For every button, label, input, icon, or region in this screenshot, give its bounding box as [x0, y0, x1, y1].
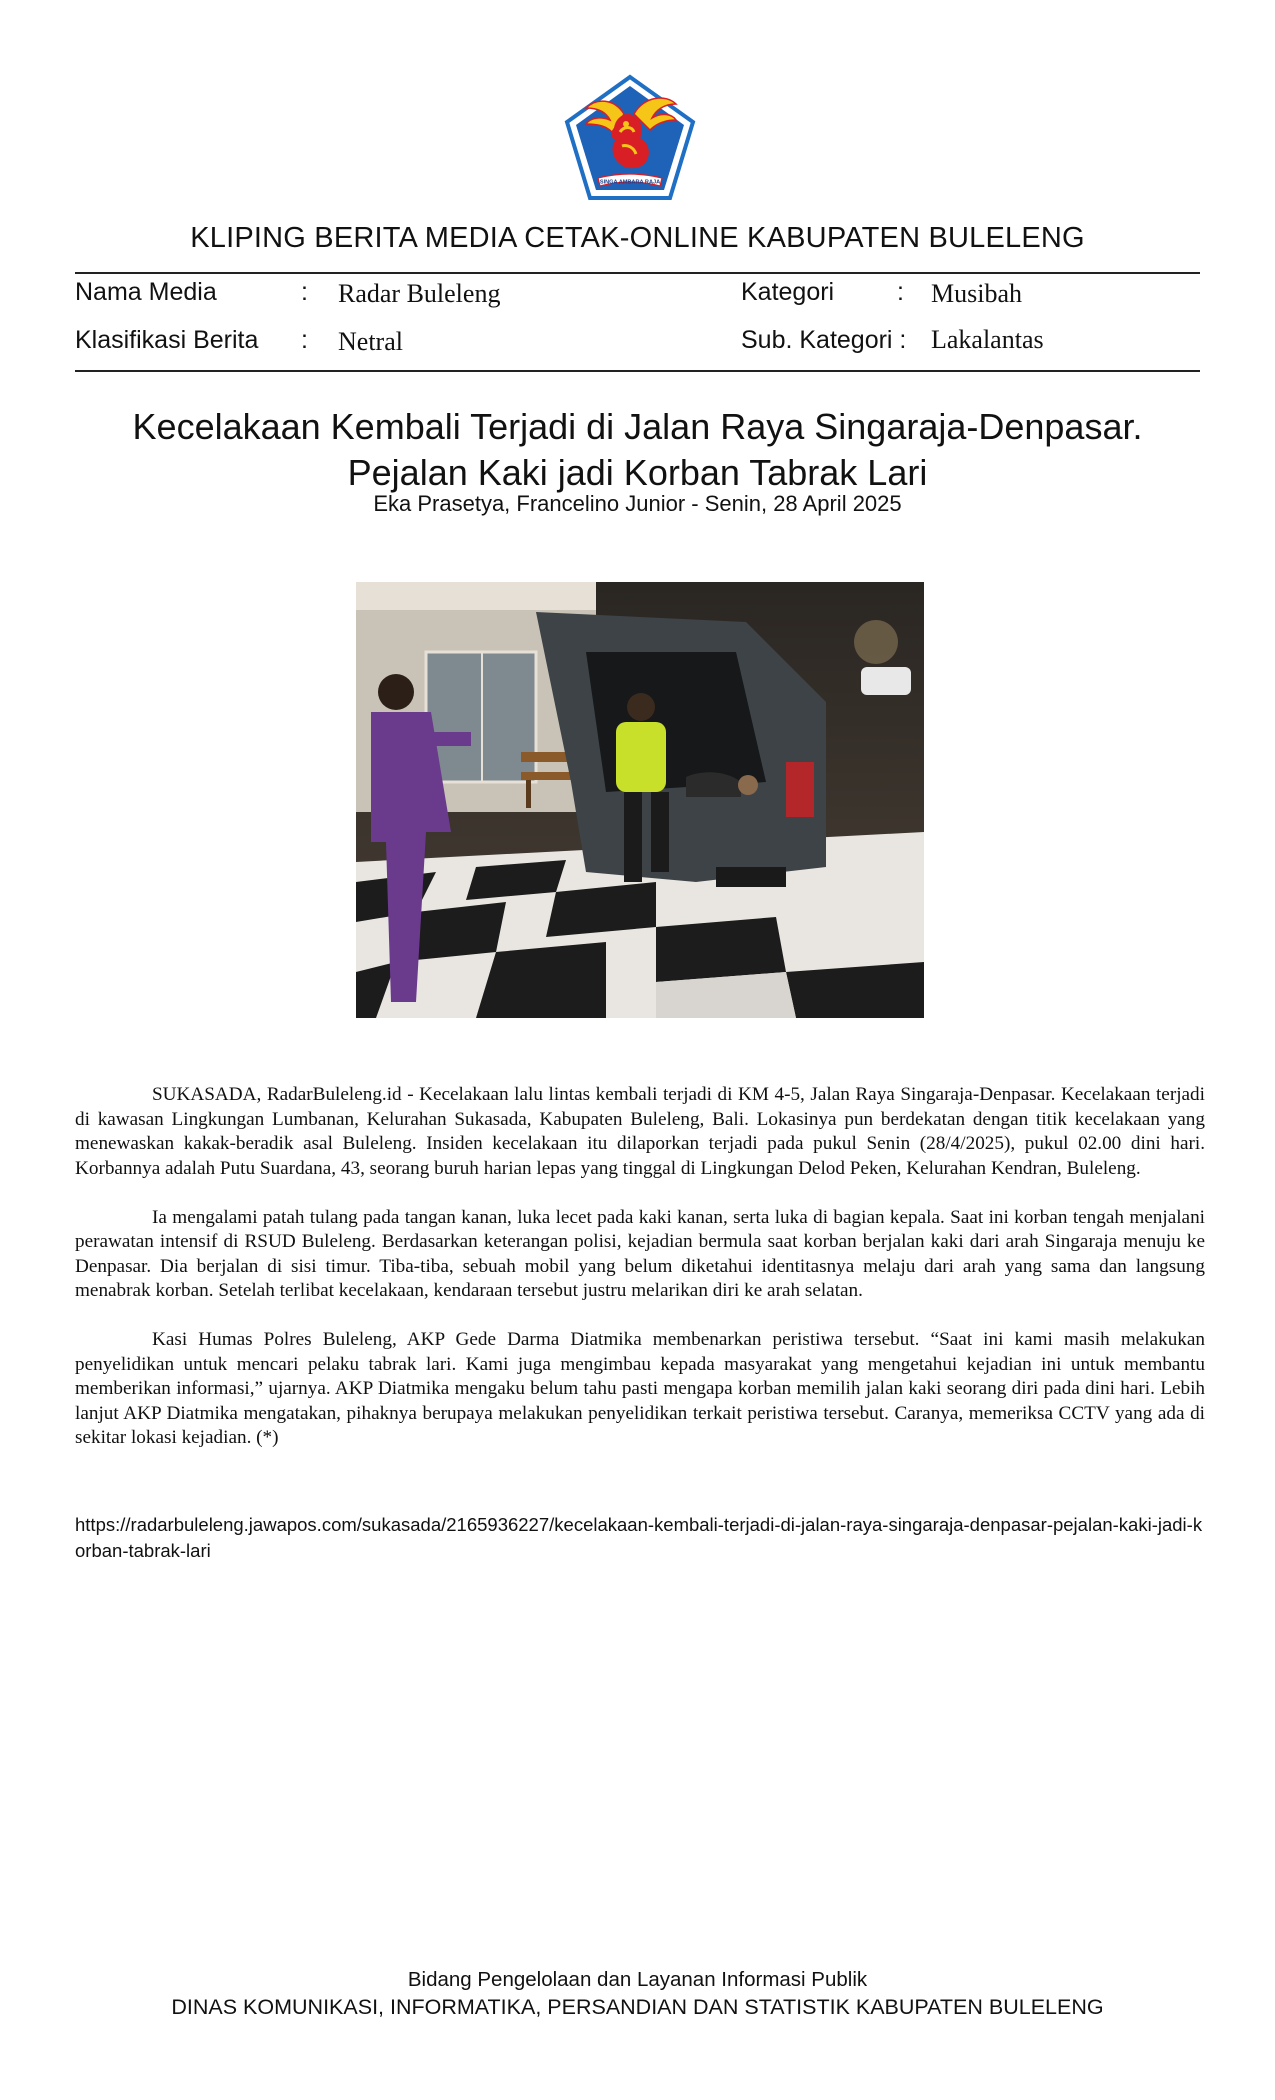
klasifikasi-value: Netral	[338, 327, 403, 356]
klasifikasi-label: Klasifikasi Berita	[75, 326, 259, 354]
sub-kategori-value: Lakalantas	[931, 325, 1044, 354]
header-divider-top	[75, 272, 1200, 274]
kategori-label: Kategori	[741, 278, 835, 306]
article-byline: Eka Prasetya, Francelino Junior - Senin, 28 April 2025	[373, 491, 902, 516]
klasifikasi-colon: :	[301, 326, 308, 354]
footer-department: Bidang Pengelolaan dan Layanan Informasi Publik	[407, 1968, 868, 1991]
footer-agency: DINAS KOMUNIKASI, INFORMATIKA, PERSANDIAN DAN STATISTIK KABUPATEN BULELENG	[171, 1995, 1104, 2019]
article-paragraph-2: Ia mengalami patah tulang pada tangan kanan, luka lecet pada kaki kanan, serta luka di bagian kepala. Saat ini korban tengah menjalani perawatan intensif di RSUD Buleleng. Berdasarkan keterangan polisi, kejadian bermula saat korban berjalan kaki dari arah Singaraja menuju ke Denpasar. Dia berjalan di sisi timur. Tiba-tiba, sebuah mobil yang belum diketahui identitasnya melaju dari arah yang sama dan langsung menabrak korban. Setelah terlibat kecelakaan, kendaraan tersebut justru melarikan diri ke arah selatan.	[75, 1206, 1205, 1301]
crest-motto-text: SINGA AMBARA RAJA	[599, 179, 661, 186]
nama-media-label: Nama Media	[75, 278, 217, 306]
page-header-title: KLIPING BERITA MEDIA CETAK-ONLINE KABUPATEN BULELENG	[190, 222, 1085, 254]
article-headline	[75, 404, 1200, 496]
article-photo	[356, 582, 924, 1018]
sub-kategori-label: Sub. Kategori :	[741, 326, 907, 354]
nama-media-value: Radar Buleleng	[338, 279, 501, 308]
buleleng-crest-logo	[564, 74, 696, 202]
header-divider-bottom	[75, 370, 1200, 372]
article-paragraph-3: Kasi Humas Polres Buleleng, AKP Gede Darma Diatmika membenarkan peristiwa tersebut. “Saat ini kami masih melakukan penyelidikan untuk mencari pelaku tabrak lari. Kami juga mengimbau kepada masyarakat yang mengetahui kejadian ini untuk membantu memberikan informasi,” ujarnya. AKP Diatmika mengaku belum tahu pasti mengapa korban memilih jalan kaki seorang diri pada dini hari. Lebih lanjut AKP Diatmika mengatakan, pihaknya berupaya melakukan penyelidikan terkait peristiwa tersebut. Caranya, memeriksa CCTV yang ada di sekitar lokasi kejadian. (*)	[75, 1329, 1205, 1448]
article-headline-line2: Pejalan Kaki jadi Korban Tabrak Lari	[347, 452, 928, 493]
article-source-link[interactable]: https://radarbuleleng.jawapos.com/sukasada/2165936227/kecelakaan-kembali-terjadi-di-jalan-raya-singaraja-denpasar-pejalan-kaki-jadi-korban-tabrak-lari	[75, 1514, 1203, 1561]
article-body	[75, 1083, 1205, 1475]
article-paragraph-1: SUKASADA, RadarBuleleng.id - Kecelakaan lalu lintas kembali terjadi di KM 4-5, Jalan Raya Singaraja-Denpasar. Kecelakaan terjadi di kawasan Lingkungan Lumbanan, Kelurahan Sukasada, Kabupaten Buleleng, Bali. Lokasinya pun berdekatan dengan titik kecelakaan yang menewaskan kakak-beradik asal Buleleng. Insiden kecelakaan itu dilaporkan terjadi pada pukul Senin (28/4/2025), pukul 02.00 dini hari. Korbannya adalah Putu Suardana, 43, seorang buruh harian lepas yang tinggal di Lingkungan Delod Peken, Kelurahan Kendran, Buleleng.	[75, 1084, 1205, 1179]
kategori-colon: :	[897, 278, 904, 306]
kategori-value: Musibah	[931, 279, 1022, 308]
article-headline-line1: Kecelakaan Kembali Terjadi di Jalan Raya Singaraja-Denpasar.	[132, 406, 1143, 447]
nama-media-colon: :	[301, 278, 308, 306]
